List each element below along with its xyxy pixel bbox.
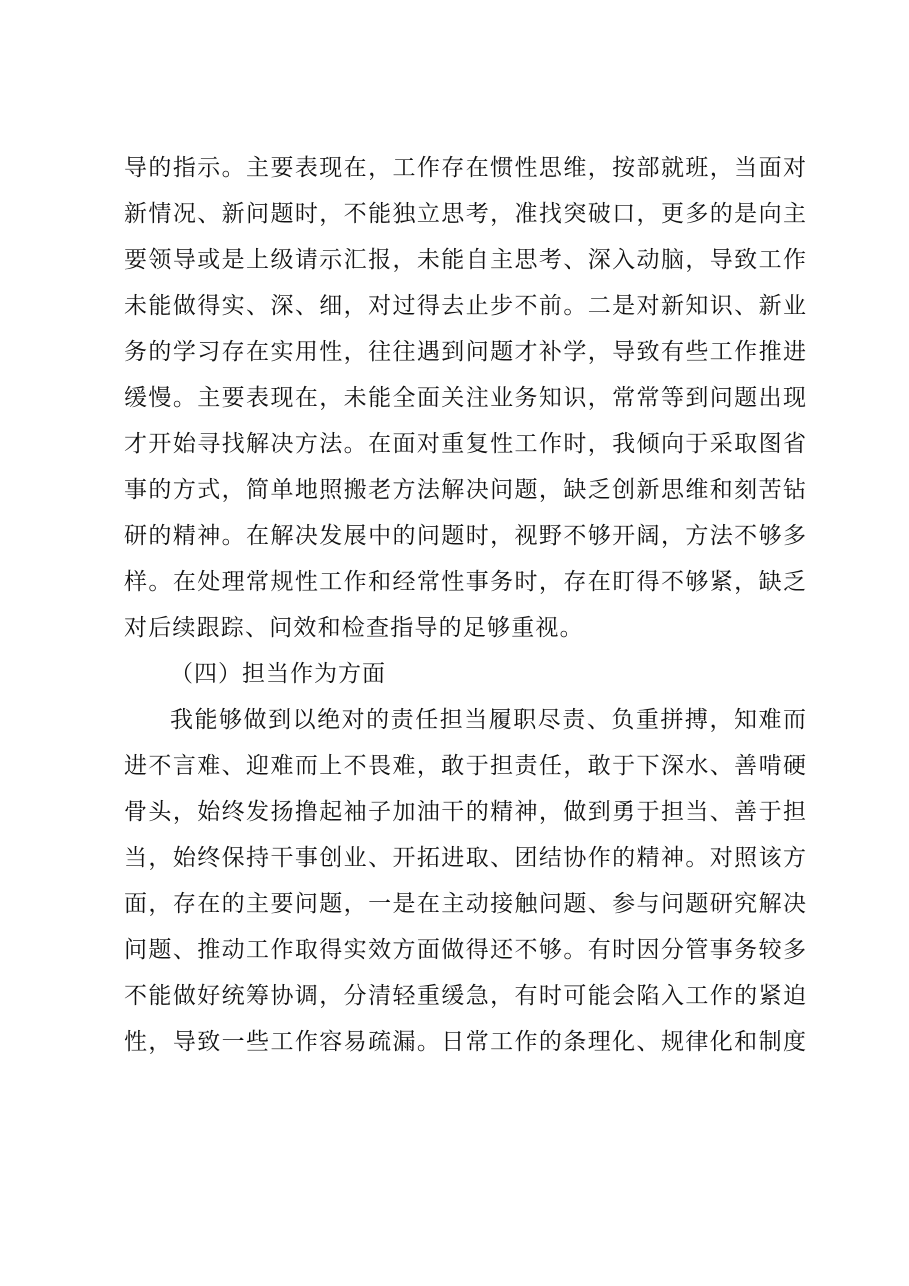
body-text-line: 不能做好统筹协调，分清轻重缓急，有时可能会陷入工作的紧迫: [124, 983, 806, 1009]
body-text-line: 事的方式，简单地照搬老方法解决问题，缺乏创新思维和刻苦钻: [124, 477, 806, 503]
paragraph-first-line: 我能够做到以绝对的责任担当履职尽责、负重拼搏，知难而: [170, 707, 806, 733]
body-text-line: 进不言难、迎难而上不畏难，敢于担责任，敢于下深水、善啃硬: [124, 753, 806, 779]
body-text-line: 面，存在的主要问题，一是在主动接触问题、参与问题研究解决: [124, 891, 806, 917]
body-text-line: 未能做得实、深、细，对过得去止步不前。二是对新知识、新业: [124, 293, 806, 319]
body-text-line: 问题、推动工作取得实效方面做得还不够。有时因分管事务较多: [124, 937, 806, 963]
body-text-line: 缓慢。主要表现在，未能全面关注业务知识，常常等到问题出现: [124, 385, 806, 411]
body-text-line: 导的指示。主要表现在，工作存在惯性思维，按部就班，当面对: [124, 155, 806, 181]
body-text-line: 当，始终保持干事创业、开拓进取、团结协作的精神。对照该方: [124, 845, 806, 871]
body-text-line: 务的学习存在实用性，往往遇到问题才补学，导致有些工作推进: [124, 339, 806, 365]
body-text-line: 样。在处理常规性工作和经常性事务时，存在盯得不够紧，缺乏: [124, 569, 806, 595]
body-text-line: 研的精神。在解决发展中的问题时，视野不够开阔，方法不够多: [124, 523, 806, 549]
body-text-line: 新情况、新问题时，不能独立思考，准找突破口，更多的是向主: [124, 201, 806, 227]
body-text-line: 性，导致一些工作容易疏漏。日常工作的条理化、规律化和制度: [124, 1029, 806, 1055]
body-text-line: 对后续跟踪、问效和检查指导的足够重视。: [124, 615, 584, 641]
body-text-line: 要领导或是上级请示汇报，未能自主思考、深入动脑，导致工作: [124, 247, 806, 273]
section-heading: （四）担当作为方面: [170, 661, 386, 687]
body-text-line: 才开始寻找解决方法。在面对重复性工作时，我倾向于采取图省: [124, 431, 806, 457]
body-text-line: 骨头，始终发扬撸起袖子加油干的精神，做到勇于担当、善于担: [124, 799, 806, 825]
